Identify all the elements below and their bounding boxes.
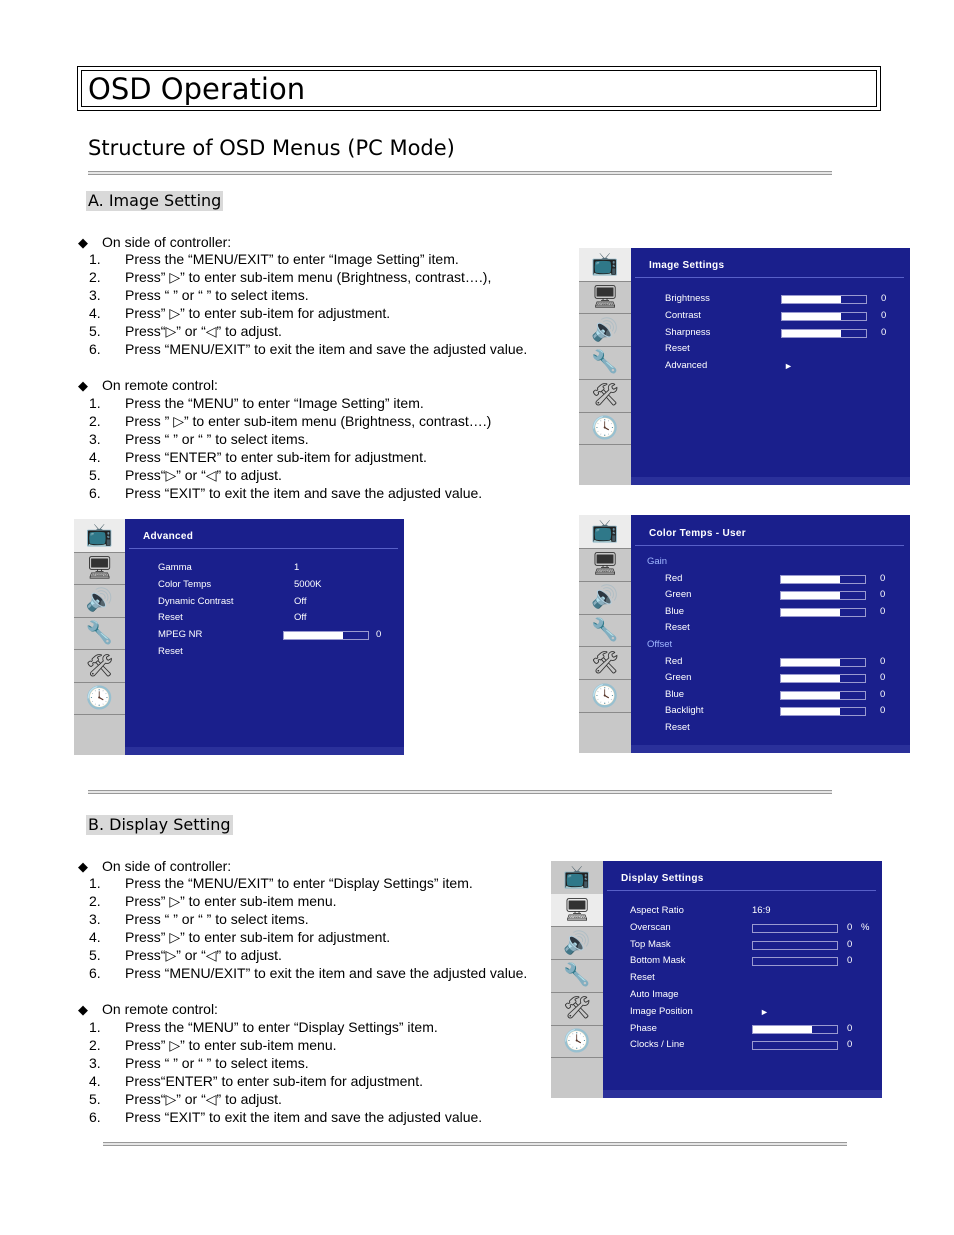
- osd-level-fill: [782, 330, 841, 337]
- osd-menu-item: Contrast: [665, 309, 701, 321]
- step-text: Press “MENU/EXIT” to exit the item and save the adjusted value.: [125, 341, 528, 357]
- osd-item-value: 1: [294, 562, 300, 573]
- osd-level-bar: [752, 941, 838, 950]
- osd-menu-item: Clocks / Line: [630, 1039, 685, 1051]
- step-text: Press“▷” or “◁” to adjust.: [125, 467, 282, 483]
- wrench-icon: 🔧: [563, 962, 591, 988]
- osd-level-bar: [780, 691, 866, 700]
- monitor-icon: 🖥: [591, 551, 619, 577]
- osd-level-bar: [752, 924, 838, 933]
- tools-icon: 🛠: [591, 649, 619, 675]
- osd-level-bar: [780, 674, 866, 683]
- osd-menu-item: Sharpness: [665, 326, 711, 338]
- osd-sidebar-cell: [579, 548, 631, 582]
- step-number: 5.: [89, 467, 101, 483]
- osd-item-value: 5000K: [294, 578, 322, 590]
- osd-menu-item: Advanced: [665, 360, 708, 372]
- divider: [88, 790, 832, 794]
- osd-level-fill: [781, 692, 840, 699]
- step-text: Press “ ” or “ ” to select items.: [125, 1055, 309, 1071]
- step-number: 6.: [89, 485, 101, 501]
- step-text: Press the “MENU/EXIT” to enter “Image Setting” item.: [125, 251, 459, 267]
- osd-level-bar: [752, 1041, 838, 1050]
- arrow-right-icon: ►: [760, 1006, 769, 1017]
- osd-level-fill: [781, 609, 840, 616]
- osd-bottom-band: [603, 1090, 882, 1098]
- step-text: Press “ ” or “ ” to select items.: [125, 287, 309, 303]
- osd-menu-item: Gain: [647, 556, 668, 567]
- osd-menu-item: Blue: [665, 605, 685, 617]
- osd-item-value: 0: [376, 629, 382, 641]
- step-number: 1.: [89, 251, 101, 267]
- osd-level-bar: [752, 1025, 838, 1034]
- osd-item-value: 0: [847, 938, 853, 950]
- osd-menu-item: Reset: [158, 646, 183, 657]
- osd-menu-item: Backlight: [665, 705, 704, 717]
- section-label-display-setting: B. Display Setting: [88, 815, 231, 834]
- osd-item-value: 0: [880, 672, 886, 684]
- step-number: 3.: [89, 431, 101, 447]
- osd-level-fill: [781, 675, 840, 682]
- step-text: Press the “MENU/EXIT” to enter “Display Settings” item.: [125, 875, 473, 891]
- osd-level-bar: [780, 707, 866, 716]
- osd-header: Color Temps - User: [649, 528, 746, 539]
- step-text: Press“▷” or “◁” to adjust.: [125, 323, 282, 339]
- osd-advanced: [74, 519, 404, 755]
- step-text: Press ” ▷” to enter sub-item menu (Brightness, contrast….): [125, 413, 492, 429]
- osd-menu-item: Red: [665, 655, 683, 667]
- step-number: 6.: [89, 341, 101, 357]
- clock-icon: 🕓: [85, 685, 114, 711]
- osd-sidebar-cell: [74, 649, 125, 683]
- wrench-icon: 🔧: [591, 349, 619, 375]
- heading-controller-a: ◆ On side of controller:: [78, 234, 232, 250]
- step-text: Press” ▷” to enter sub-item for adjustment.: [125, 929, 391, 945]
- osd-menu-item: Bottom Mask: [630, 955, 686, 967]
- osd-header-line: [129, 548, 398, 549]
- osd-item-value: 0: [847, 921, 853, 933]
- osd-item-value: 0: [881, 326, 887, 338]
- osd-level-bar: [781, 312, 867, 321]
- tv-icon: 📺: [591, 518, 619, 544]
- step-number: 4.: [89, 449, 101, 465]
- step-text: Press” ▷” to enter sub-item menu.: [125, 1037, 337, 1053]
- osd-menu-item: Red: [665, 572, 683, 584]
- osd-menu-item: Reset: [665, 343, 690, 355]
- step-number: 3.: [89, 911, 101, 927]
- osd-item-value: 0: [881, 293, 887, 304]
- monitor-icon: 🖥: [85, 554, 114, 580]
- tv-icon: 📺: [85, 522, 114, 548]
- osd-sidebar: [74, 519, 125, 755]
- osd-level-bar: [780, 575, 866, 584]
- osd-item-value: Off: [294, 612, 307, 624]
- section-label-image-setting: A. Image Setting: [88, 191, 222, 210]
- heading-remote-a: ◆ On remote control:: [78, 377, 218, 393]
- heading-remote-b: ◆ On remote control:: [78, 1001, 218, 1017]
- diamond-bullet-icon: ◆: [78, 378, 88, 393]
- osd-sidebar-cell: [579, 412, 631, 446]
- osd-item-value: 0: [880, 572, 886, 584]
- heading-controller-b: ◆ On side of controller:: [78, 858, 232, 874]
- tools-icon: 🛠: [591, 382, 619, 408]
- osd-level-fill: [781, 708, 840, 715]
- osd-sidebar-cell: [551, 959, 603, 993]
- step-number: 2.: [89, 1037, 101, 1053]
- osd-menu-item: Reset: [665, 722, 690, 733]
- osd-menu-item: Reset: [630, 972, 655, 984]
- osd-level-fill: [781, 576, 840, 583]
- step-number: 5.: [89, 947, 101, 963]
- osd-bottom-band: [125, 747, 404, 755]
- step-text: Press“▷” or “◁” to adjust.: [125, 1091, 282, 1107]
- diamond-bullet-icon: ◆: [78, 859, 88, 874]
- osd-item-value: Off: [294, 595, 307, 607]
- osd-header-line: [607, 890, 876, 891]
- step-text: Press “EXIT” to exit the item and save the adjusted value.: [125, 1109, 483, 1125]
- osd-level-bar: [781, 329, 867, 338]
- osd-menu-item: Color Temps: [158, 578, 212, 590]
- osd-menu-item: Blue: [665, 688, 685, 700]
- osd-sidebar-cell: [579, 679, 631, 713]
- step-text: Press” ▷” to enter sub-item for adjustment.: [125, 305, 391, 321]
- speaker-icon: 🔊: [85, 587, 114, 613]
- step-number: 1.: [89, 875, 101, 891]
- osd-header: Advanced: [143, 531, 194, 542]
- osd-sidebar: [579, 515, 631, 753]
- osd-menu-item: Dynamic Contrast: [158, 595, 234, 607]
- osd-item-value: 0: [880, 705, 886, 717]
- step-text: Press the “MENU” to enter “Display Settings” item.: [125, 1019, 438, 1035]
- step-number: 5.: [89, 323, 101, 339]
- monitor-icon: 🖥: [563, 897, 591, 923]
- clock-icon: 🕓: [591, 682, 619, 708]
- page-title: OSD Operation: [88, 72, 306, 106]
- osd-level-fill: [753, 1026, 812, 1033]
- speaker-icon: 🔊: [563, 929, 591, 955]
- osd-level-bar: [283, 631, 369, 640]
- osd-display-settings: [551, 861, 882, 1098]
- arrow-right-icon: ►: [784, 361, 793, 372]
- osd-menu-item: Top Mask: [630, 938, 671, 950]
- osd-item-value: 0: [880, 589, 886, 601]
- diamond-bullet-icon: ◆: [78, 1002, 88, 1017]
- osd-menu-item: Green: [665, 672, 692, 684]
- tv-icon: 📺: [591, 251, 619, 277]
- tv-icon: 📺: [563, 864, 591, 890]
- osd-level-fill: [781, 592, 840, 599]
- osd-sidebar-cell: [579, 379, 631, 413]
- step-number: 1.: [89, 395, 101, 411]
- osd-sidebar-cell: [551, 894, 603, 928]
- step-number: 2.: [89, 893, 101, 909]
- wrench-icon: 🔧: [85, 619, 114, 645]
- osd-level-bar: [780, 658, 866, 667]
- osd-sidebar-cell: [74, 617, 125, 651]
- step-number: 1.: [89, 1019, 101, 1035]
- osd-menu-item: Green: [665, 589, 692, 601]
- osd-menu-item: Gamma: [158, 562, 192, 573]
- osd-sidebar-cell: [551, 1025, 603, 1059]
- tools-icon: 🛠: [85, 652, 114, 678]
- osd-bottom-band: [631, 477, 910, 485]
- osd-sidebar-cell: [579, 248, 631, 282]
- osd-menu-item: Offset: [647, 639, 673, 650]
- osd-header-line: [635, 545, 904, 546]
- diamond-bullet-icon: ◆: [78, 235, 88, 250]
- osd-level-bar: [752, 957, 838, 966]
- osd-image-settings: [579, 248, 910, 485]
- osd-item-value: 16:9: [752, 905, 771, 916]
- osd-menu-item: MPEG NR: [158, 629, 203, 641]
- osd-item-value: 0: [880, 605, 886, 617]
- step-number: 6.: [89, 1109, 101, 1125]
- osd-header-line: [635, 277, 904, 278]
- monitor-icon: 🖥: [591, 284, 619, 310]
- osd-item-unit: %: [861, 921, 870, 933]
- osd-menu-item: Auto Image: [630, 989, 679, 1000]
- step-number: 3.: [89, 1055, 101, 1071]
- osd-item-value: 0: [847, 955, 853, 967]
- osd-color-temps: [579, 515, 910, 753]
- osd-sidebar-cell: [579, 614, 631, 648]
- osd-level-fill: [781, 659, 840, 666]
- osd-bottom-band: [631, 745, 910, 753]
- osd-sidebar-cell: [74, 682, 125, 716]
- osd-menu-item: Image Position: [630, 1005, 693, 1017]
- page-subtitle: Structure of OSD Menus (PC Mode): [88, 136, 455, 160]
- step-text: Press“ENTER” to enter sub-item for adjustment.: [125, 1073, 423, 1089]
- clock-icon: 🕓: [591, 414, 619, 440]
- step-number: 2.: [89, 413, 101, 429]
- osd-level-fill: [782, 296, 841, 303]
- osd-menu-item: Aspect Ratio: [630, 905, 684, 916]
- osd-sidebar: [551, 861, 603, 1098]
- osd-menu-item: Reset: [665, 622, 690, 634]
- osd-sidebar-cell: [579, 581, 631, 615]
- step-number: 2.: [89, 269, 101, 285]
- osd-item-value: 0: [847, 1039, 853, 1051]
- wrench-icon: 🔧: [591, 616, 619, 642]
- osd-level-bar: [780, 591, 866, 600]
- osd-sidebar-cell: [579, 515, 631, 549]
- osd-sidebar-cell: [551, 992, 603, 1026]
- osd-item-value: 0: [880, 655, 886, 667]
- osd-sidebar-cell: [579, 281, 631, 315]
- step-text: Press “ ” or “ ” to select items.: [125, 911, 309, 927]
- speaker-icon: 🔊: [591, 316, 619, 342]
- step-text: Press” ▷” to enter sub-item menu (Brightness, contrast….),: [125, 269, 492, 285]
- speaker-icon: 🔊: [591, 584, 619, 610]
- osd-sidebar-cell: [551, 861, 603, 895]
- osd-sidebar-cell: [74, 552, 125, 586]
- osd-sidebar: [579, 248, 631, 485]
- osd-level-bar: [780, 608, 866, 617]
- tools-icon: 🛠: [563, 995, 591, 1021]
- osd-item-value: 0: [881, 309, 887, 321]
- osd-item-value: 0: [847, 1022, 853, 1034]
- osd-sidebar-cell: [74, 584, 125, 618]
- step-text: Press “MENU/EXIT” to exit the item and save the adjusted value.: [125, 965, 528, 981]
- osd-header: Image Settings: [649, 260, 725, 271]
- osd-level-fill: [782, 313, 841, 320]
- osd-menu-item: Overscan: [630, 921, 671, 933]
- osd-header: Display Settings: [621, 873, 704, 884]
- step-number: 4.: [89, 1073, 101, 1089]
- divider: [88, 171, 832, 175]
- step-number: 4.: [89, 305, 101, 321]
- osd-sidebar-cell: [74, 519, 125, 553]
- osd-level-fill: [284, 632, 343, 639]
- clock-icon: 🕓: [563, 1027, 591, 1053]
- step-text: Press“▷” or “◁” to adjust.: [125, 947, 282, 963]
- osd-sidebar-cell: [551, 926, 603, 960]
- divider: [103, 1142, 847, 1146]
- osd-sidebar-cell: [579, 346, 631, 380]
- step-text: Press “EXIT” to exit the item and save the adjusted value.: [125, 485, 483, 501]
- step-number: 3.: [89, 287, 101, 303]
- osd-level-bar: [781, 295, 867, 304]
- osd-sidebar-cell: [579, 313, 631, 347]
- osd-menu-item: Brightness: [665, 293, 710, 304]
- step-number: 4.: [89, 929, 101, 945]
- step-text: Press “ ” or “ ” to select items.: [125, 431, 309, 447]
- osd-menu-item: Reset: [158, 612, 183, 624]
- step-text: Press “ENTER” to enter sub-item for adjustment.: [125, 449, 427, 465]
- osd-item-value: 0: [880, 688, 886, 700]
- step-number: 6.: [89, 965, 101, 981]
- step-text: Press the “MENU” to enter “Image Setting” item.: [125, 395, 424, 411]
- step-text: Press” ▷” to enter sub-item menu.: [125, 893, 337, 909]
- step-number: 5.: [89, 1091, 101, 1107]
- osd-sidebar-cell: [579, 646, 631, 680]
- osd-menu-item: Phase: [630, 1022, 657, 1034]
